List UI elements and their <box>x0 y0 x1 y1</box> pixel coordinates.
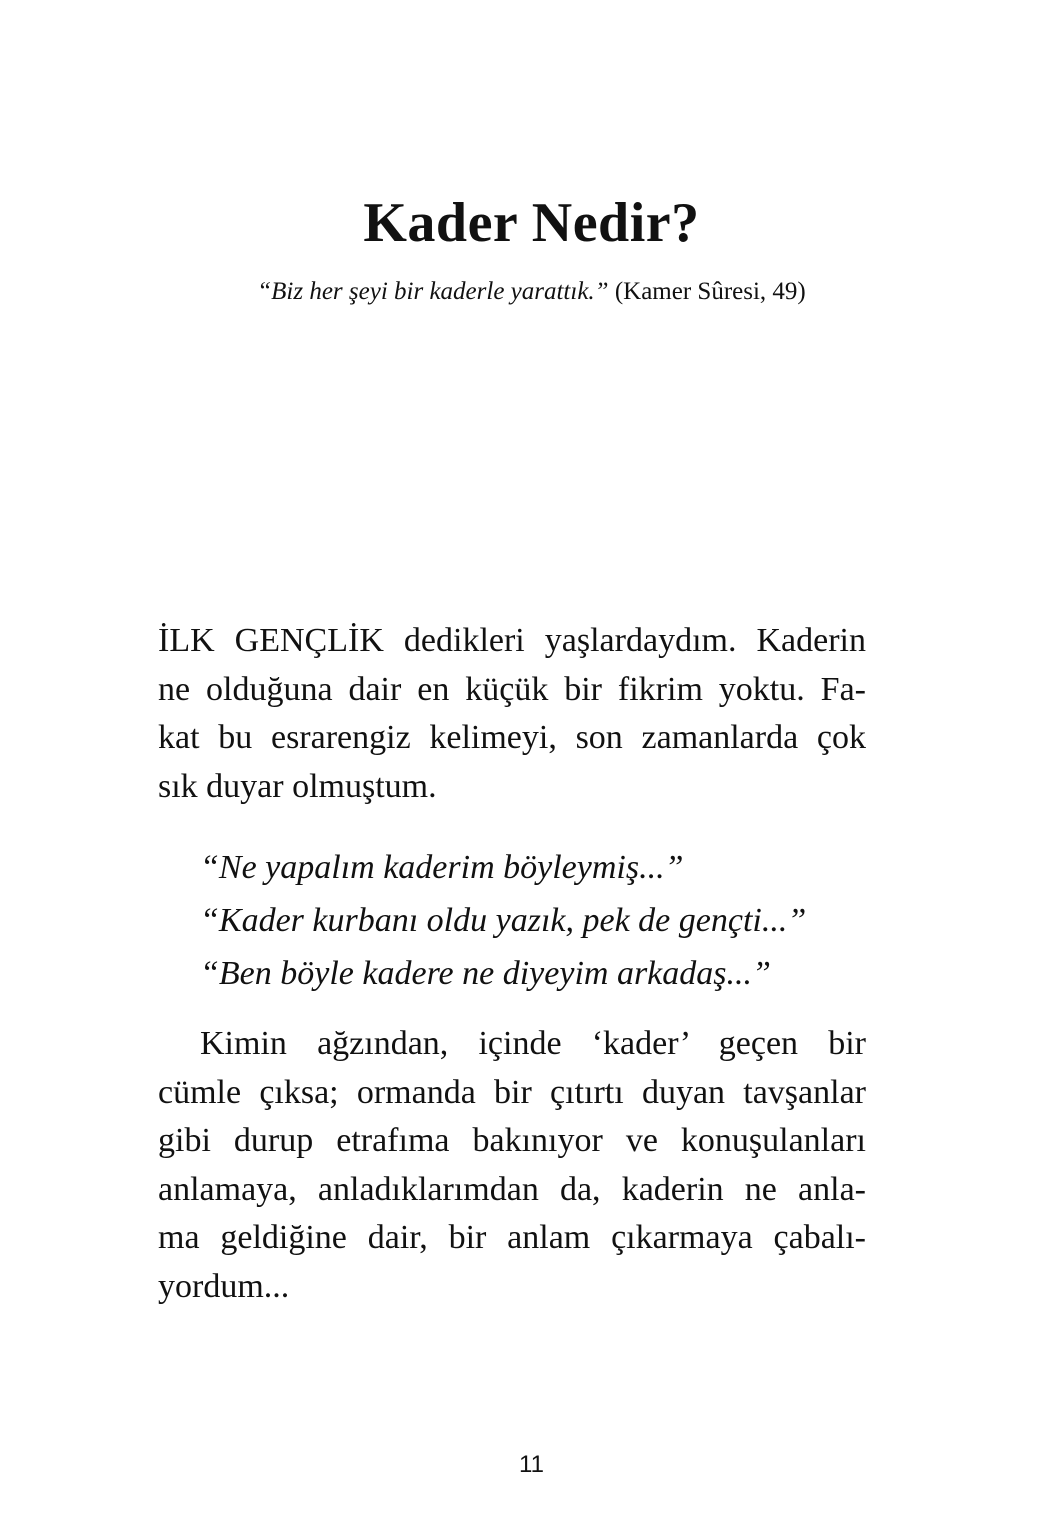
paragraph-2-line: ma geldiğine dair, bir anlam çıkarmaya çabalı- <box>158 1219 866 1256</box>
paragraph-2-line: anlamaya, anladıklarımdan da, kaderin ne anla- <box>158 1170 866 1208</box>
epigraph-quote: “Biz her şeyi bir kaderle yarattık.” <box>257 278 609 305</box>
paragraph-2-line: yordum... <box>158 1267 290 1305</box>
paragraph-1-line: ne olduğuna dair en küçük bir fikrim yoktu. Fa- <box>158 670 866 708</box>
page-number: 11 <box>519 1451 544 1478</box>
paragraph-2 <box>158 1020 866 1311</box>
epigraph-source: (Kamer Sûresi, 49) <box>608 278 806 305</box>
quoted-sayings <box>200 841 806 1000</box>
paragraph-1-line: sık duyar olmuştum. <box>158 767 437 805</box>
paragraph-2-line: cümle çıksa; ormanda bir çıtırtı duyan tavşanlar <box>158 1073 866 1111</box>
paragraph-1-line: kat bu esrarengiz kelimeyi, son zamanlarda çok <box>158 719 866 756</box>
paragraph-2-line: Kimin ağzından, içinde ‘kader’ geçen bir <box>200 1025 866 1062</box>
quote-line: “Ne yapalım kaderim böyleymiş...” <box>200 849 684 886</box>
paragraph-1 <box>158 617 866 811</box>
quote-line: “Ben böyle kadere ne diyeyim arkadaş...” <box>200 955 771 992</box>
chapter-title: Kader Nedir? <box>363 192 700 254</box>
quote-line: “Kader kurbanı oldu yazık, pek de gençti...” <box>200 902 807 939</box>
paragraph-2-line: gibi durup etrafıma bakınıyor ve konuşulanları <box>158 1122 866 1159</box>
epigraph <box>0 276 1063 308</box>
paragraph-1-line: İLK GENÇLİK dedikleri yaşlardaydım. Kaderin <box>158 622 866 659</box>
paragraph-2-first-line <box>158 1020 866 1069</box>
